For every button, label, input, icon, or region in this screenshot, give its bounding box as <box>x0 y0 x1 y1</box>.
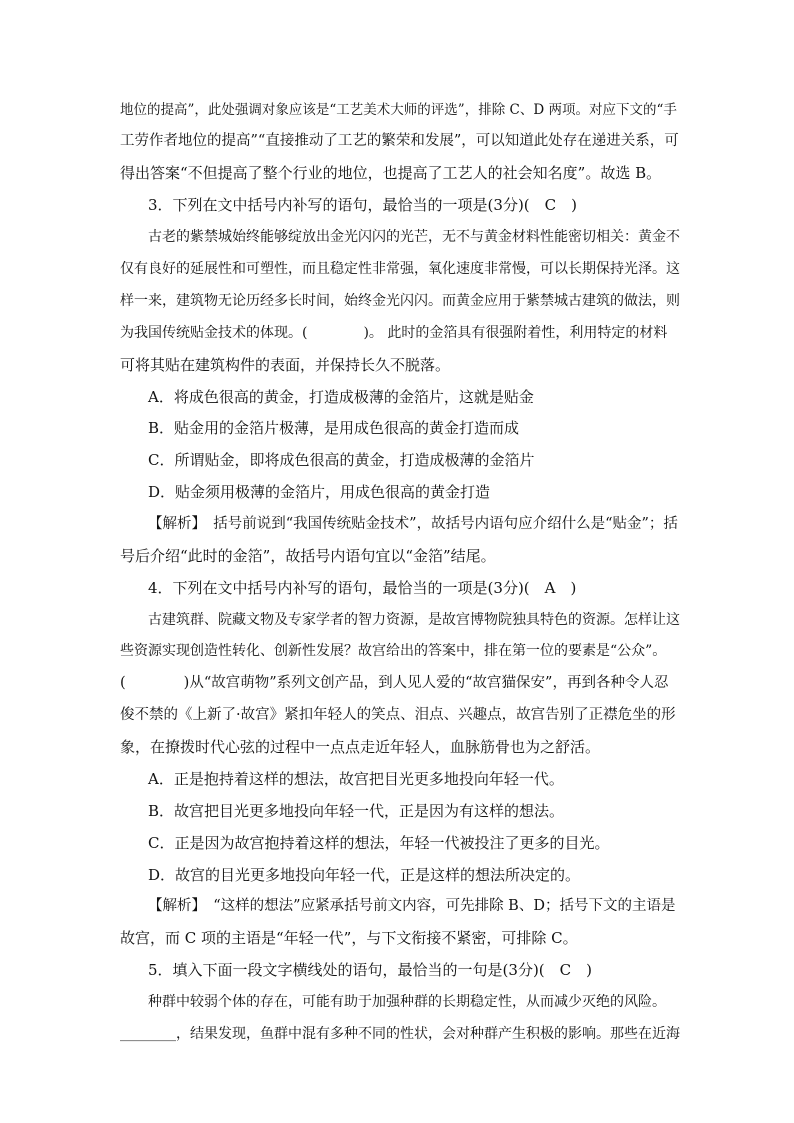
analysis-4: 故宫，而 C 项的主语是“年轻一代”，与下文衔接不紧密，可排除 C。 <box>120 929 578 947</box>
question-3-passage: 仅有良好的延展性和可塑性，而且稳定性非常强，氧化速度非常慢，可以长期保持光泽。这 <box>120 261 680 277</box>
text-line: 工劳作者地位的提高”“直接推动了工艺的繁荣和发展”，可以知道此处存在递进关系，可 <box>120 133 679 149</box>
question-4-passage: 象，在撩拨时代心弦的过程中一点点走近年轻人，血脉筋骨也为之舒活。 <box>120 738 601 756</box>
question-3-passage: 可将其贴在建筑构件的表面，并保持长久不脱落。 <box>120 356 451 374</box>
option-c: C．正是因为故宫抱持着这样的想法，年轻一代被投注了更多的目光。 <box>148 834 610 852</box>
question-4-stem: 4．下列在文中括号内补写的语句，最恰当的一项是(3分)( A ) <box>148 579 577 597</box>
question-5-passage: ________，结果发现，鱼群中混有多种不同的性状，会对种群产生积极的影响。那些在近海 <box>120 1026 680 1042</box>
option-d: D．贴金须用极薄的金箔片，用成色很高的黄金打造 <box>148 483 491 501</box>
option-a: A．正是抱持着这样的想法，故宫把目光更多地投向年轻一代。 <box>148 770 564 788</box>
question-4-passage: 些资源实现创造性转化、创新性发展？故宫给出的答案中，排在第一位的要素是“公众”。 <box>120 643 667 659</box>
option-d: D．故宫的目光更多地投向年轻一代，正是这样的想法所决定的。 <box>148 866 581 884</box>
option-a: A．将成色很高的黄金，打造成极薄的金箔片，这就是贴金 <box>148 388 534 406</box>
option-b: B．贴金用的金箔片极薄，是用成色很高的黄金打造而成 <box>148 419 520 437</box>
text-line: 得出答案“不但提高了整个行业的地位，也提高了工艺人的社会知名度”。故选 B。 <box>120 164 662 182</box>
question-3-stem: 3．下列在文中括号内补写的语句，最恰当的一项是(3分)( C ) <box>148 196 577 214</box>
question-3-passage: 古老的紫禁城始终能够绽放出金光闪闪的光芒，无不与黄金材料性能密切相关：黄金不 <box>148 229 680 245</box>
analysis-3: 【解析】 括号前说到“我国传统贴金技术”，故括号内语句应介绍什么是“贴金”；括 <box>148 516 678 532</box>
question-5-stem: 5．填入下面一段文字横线处的语句，最恰当的一句是(3分)( C ) <box>148 961 592 979</box>
analysis-3: 号后介绍“此时的金箔”，故括号内语句宜以“金箔”结尾。 <box>120 547 496 565</box>
text-line: 地位的提高”，此处强调对象应该是“工艺美术大师的评选”，排除 C、D 两项。对应下文的“手 <box>120 102 677 118</box>
option-b: B．故宫把目光更多地投向年轻一代，正是因为有这样的想法。 <box>148 802 565 820</box>
question-4-passage: ( )从“故宫萌物”系列文创产品，到人见人爱的“故宫猫保安”，再到各种令人忍 <box>120 675 669 691</box>
question-4-passage: 古建筑群、院藏文物及专家学者的智力资源，是故宫博物院独具特色的资源。怎样让这 <box>148 612 680 628</box>
analysis-4: 【解析】 “这样的想法”应紧承括号前文内容，可先排除 B、D；括号下文的主语是 <box>148 898 676 914</box>
question-5-passage: 种群中较弱个体的存在，可能有助于加强种群的长期稳定性，从而减少灭绝的风险。 <box>148 994 666 1010</box>
question-3-passage: 样一来，建筑物无论历经多长时间，始终金光闪闪。而黄金应用于紫禁城古建筑的做法，则 <box>120 293 680 309</box>
option-c: C．所谓贴金，即将成色很高的黄金，打造成极薄的金箔片 <box>148 451 535 469</box>
question-4-passage: 俊不禁的《上新了·故宫》紧扣年轻人的笑点、泪点、兴趣点，故宫告别了正襟危坐的形 <box>120 707 676 723</box>
question-3-passage: 为我国传统贴金技术的体现。( )。 此时的金箔具有很强附着性，利用特定的材料 <box>120 325 668 341</box>
